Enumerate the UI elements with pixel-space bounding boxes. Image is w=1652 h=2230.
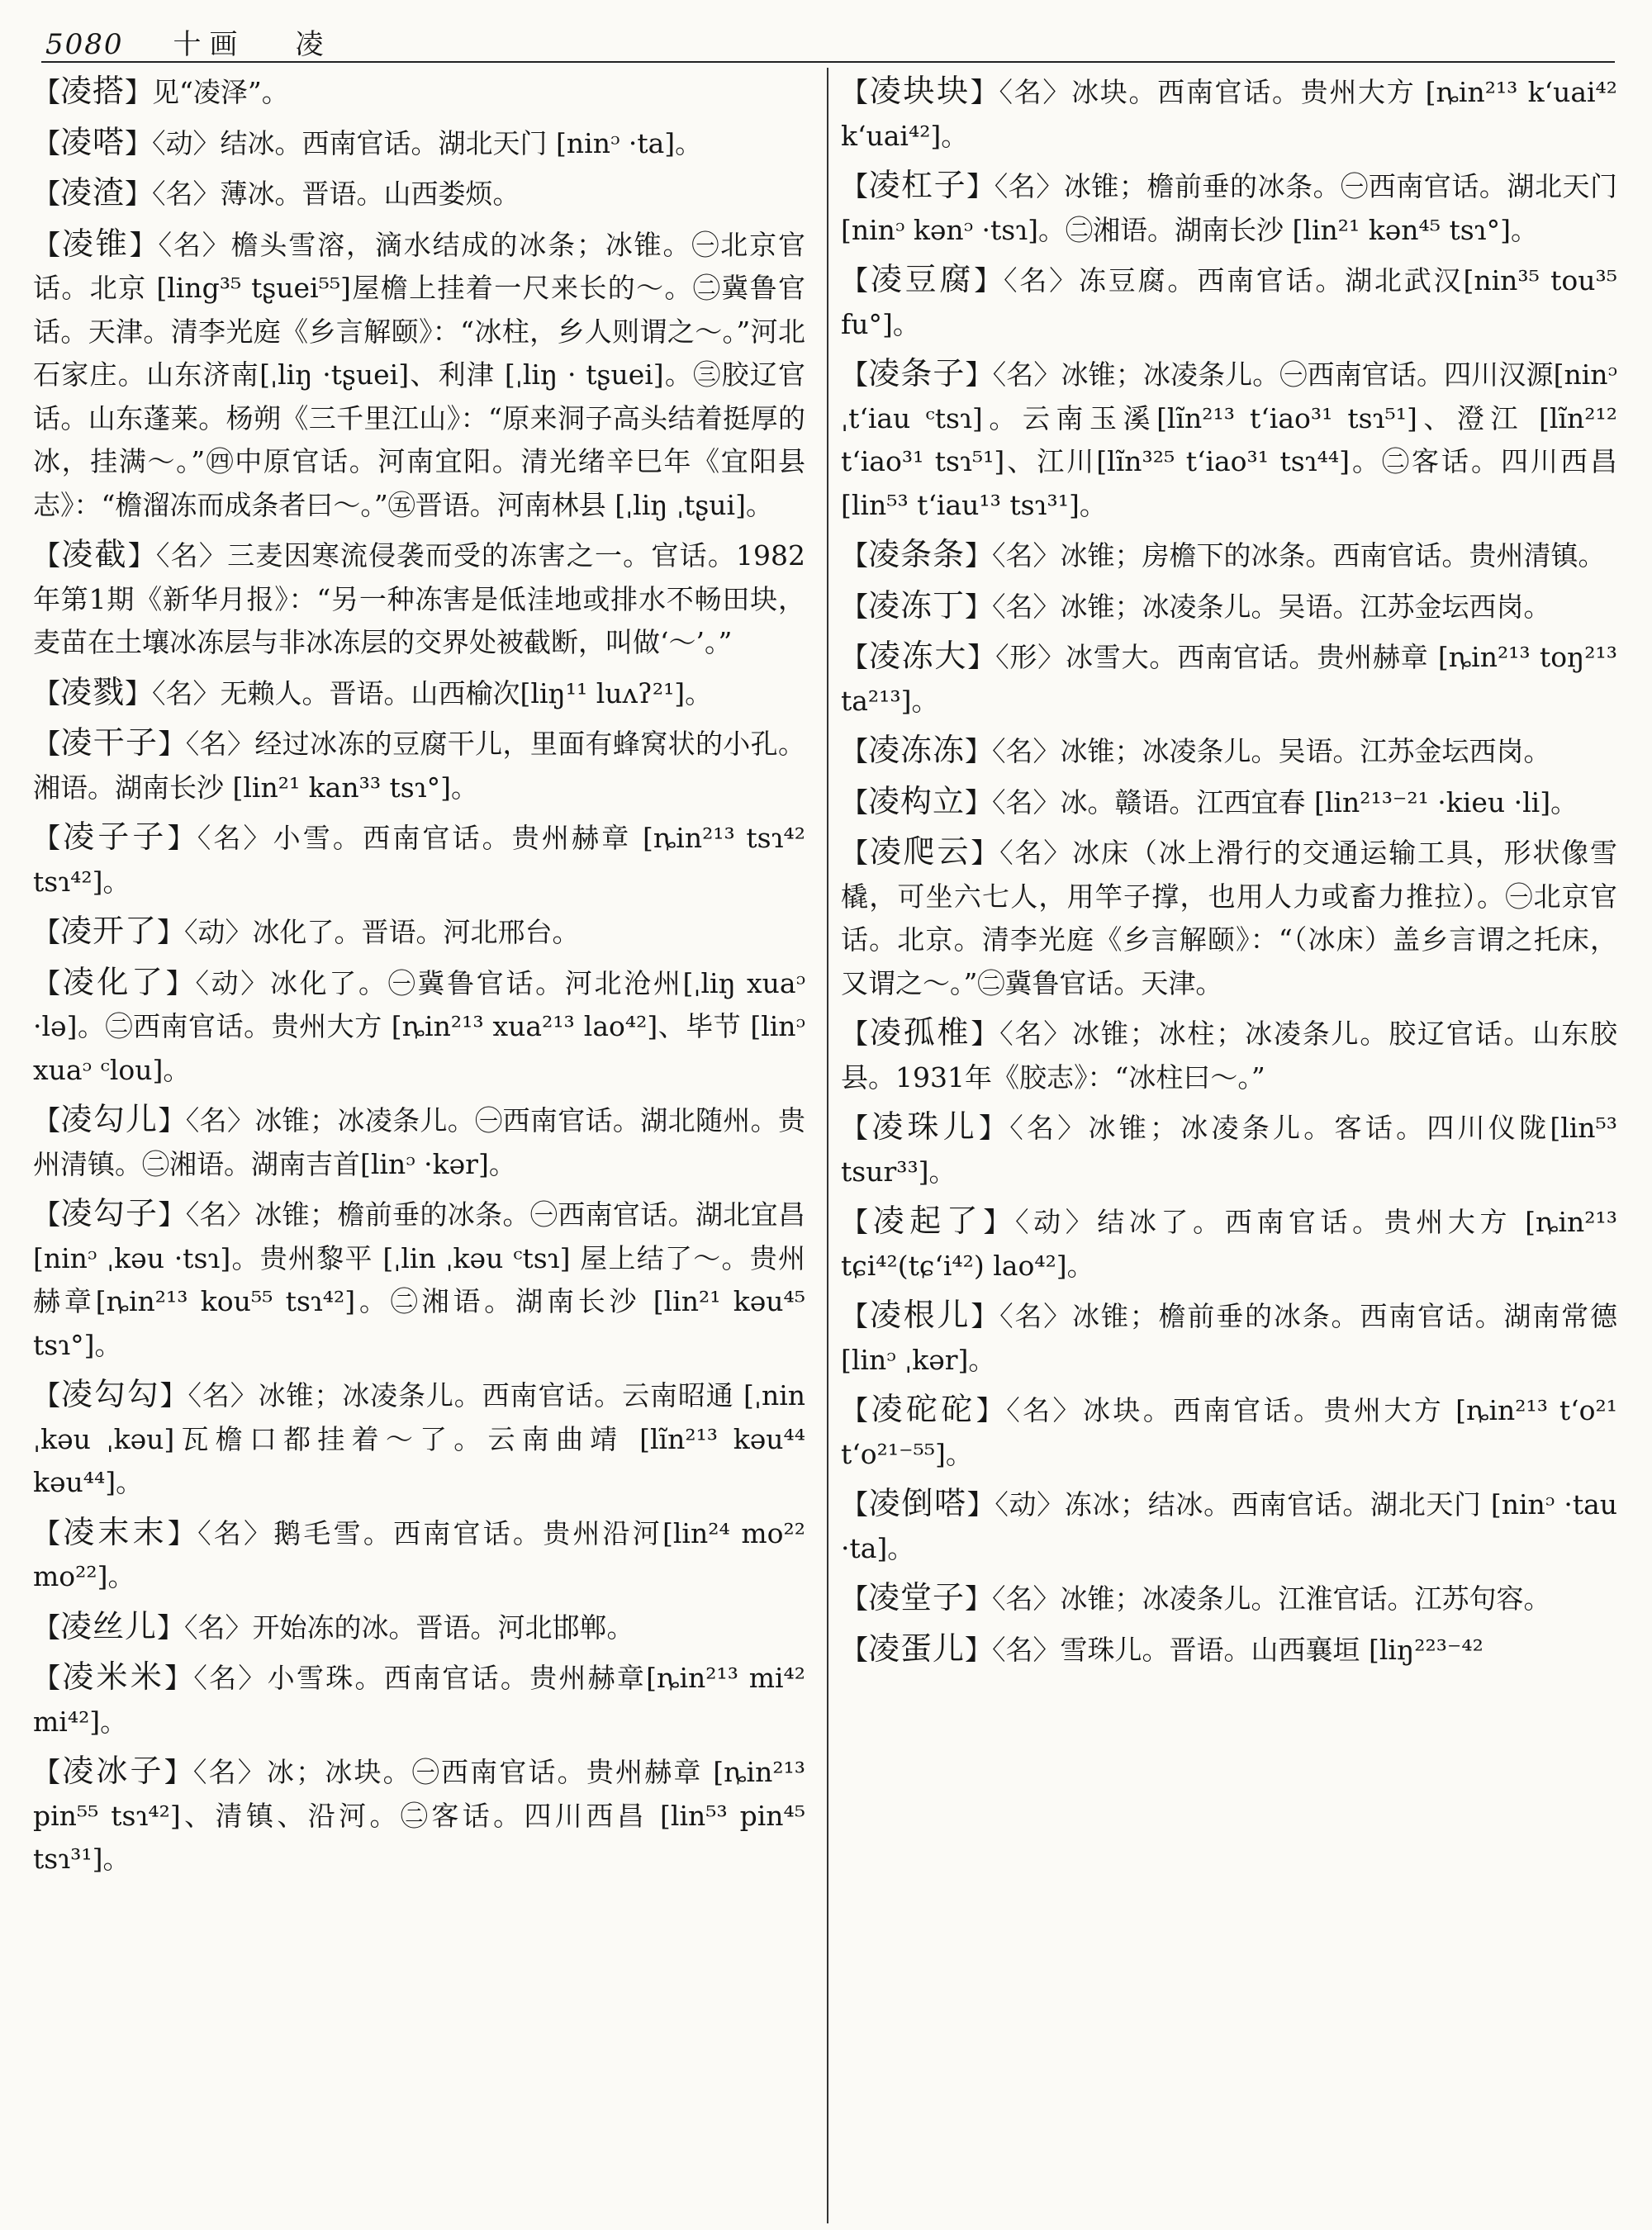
close-bracket: 】 [125, 676, 153, 709]
entry-definition: 〈名〉冰；冰块。㊀西南官话。贵州赫章 [ȵin²¹³ pin⁵⁵ tsɿ⁴²]、清镇、沿河。㊁客话。四川西昌 [lin⁵³ pin⁴⁵ tsɿ³¹]。 [33, 1756, 806, 1875]
entry-headword: 凌嗒 [60, 123, 126, 160]
dictionary-entry [33, 222, 805, 528]
entry-headword: 凌子子 [63, 818, 168, 855]
open-bracket: 【 [33, 1756, 63, 1788]
open-bracket: 【 [841, 264, 871, 297]
close-bracket: 】 [125, 76, 153, 108]
close-bracket: 】 [127, 539, 156, 572]
entry-headword: 凌渣 [60, 174, 126, 211]
close-bracket: 】 [965, 590, 993, 623]
entry-definition: 〈名〉冰锥；冰凌条儿。㊀西南官话。湖北随州。贵州清镇。㊁湘语。湖南吉首[linᵓ ·kər]。 [33, 1104, 806, 1180]
close-bracket: 】 [164, 1756, 193, 1788]
entry-definition: 〈名〉冰锥；冰柱；冰凌条儿。胶辽官话。山东胶县。1931年《胶志》：“冰柱曰～。” [841, 1018, 1617, 1094]
entry-definition: 〈名〉冰锥；檐前垂的冰条。㊀西南官话。湖北天门 [ninᵓ kənᵓ ·tsɿ]。㊁湘语。湖南长沙 [lin²¹ kən⁴⁵ tsɿ°]。 [841, 170, 1618, 246]
dictionary-entry [841, 69, 1617, 158]
open-bracket: 【 [841, 837, 870, 869]
dictionary-entry [33, 909, 805, 955]
close-bracket: 】 [965, 539, 993, 572]
dictionary-entry [33, 1373, 805, 1505]
close-bracket: 】 [965, 1633, 993, 1666]
entry-definition: 〈名〉冰。赣语。江西宜春 [lin²¹³⁻²¹ ·kieu ·li]。 [992, 785, 1578, 818]
dictionary-entry [841, 1199, 1617, 1288]
page-number: 5080 [45, 28, 124, 61]
entry-definition: 〈名〉冰块。西南官话。贵州大方 [ȵin²¹³ t‘o²¹ t‘o²¹⁻⁵⁵]。 [841, 1394, 1617, 1470]
open-bracket: 【 [33, 539, 62, 572]
open-bracket: 【 [841, 358, 869, 391]
page-header [45, 21, 1615, 59]
entry-definition: 〈形〉冰雪大。西南官话。贵州赫章 [ȵin²¹³ toŋ²¹³ ta²¹³]。 [841, 641, 1617, 717]
close-bracket: 】 [983, 1206, 1016, 1238]
close-bracket: 】 [965, 785, 993, 818]
close-bracket: 】 [976, 1394, 1007, 1426]
open-bracket: 【 [33, 728, 61, 760]
open-bracket: 【 [33, 126, 60, 159]
open-bracket: 【 [33, 1611, 60, 1644]
open-bracket: 【 [33, 822, 64, 854]
entry-headword: 凌干子 [60, 724, 159, 761]
close-bracket: 】 [970, 76, 999, 108]
entry-definition: 〈动〉结冰了。西南官话。贵州大方 [ȵin²¹³ tɕi⁴²(tɕ‘i⁴²) lao⁴²]。 [841, 1206, 1617, 1282]
open-bracket: 【 [33, 1104, 61, 1136]
close-bracket: 】 [159, 1379, 188, 1412]
entry-definition: 〈动〉冰化了。晋语。河北邢台。 [184, 916, 580, 948]
dictionary-entry [841, 1388, 1617, 1476]
close-bracket: 】 [157, 1611, 185, 1644]
open-bracket: 【 [841, 641, 869, 673]
left-column [33, 69, 805, 1887]
entry-definition: 〈名〉冰块。西南官话。贵州大方 [ȵin²¹³ k‘uai⁴² k‘uai⁴²]。 [841, 76, 1618, 152]
open-bracket: 【 [33, 1662, 63, 1694]
close-bracket: 】 [967, 641, 996, 673]
entry-headword: 凌勾勾 [60, 1376, 160, 1412]
dictionary-entry [33, 1098, 805, 1186]
entry-headword: 凌珠儿 [871, 1108, 980, 1145]
dictionary-entry [33, 671, 805, 716]
open-bracket: 【 [841, 1582, 868, 1615]
dictionary-entry [841, 780, 1617, 825]
entry-headword: 凌砣砣 [871, 1391, 976, 1427]
open-bracket: 【 [841, 1018, 870, 1050]
entry-headword: 凌勾儿 [60, 1101, 159, 1137]
dictionary-entry [841, 1482, 1617, 1570]
dictionary-entry [841, 1576, 1617, 1621]
entry-definition: 〈名〉三麦因寒流侵袭而受的冻害之一。官话。1982年第1期《新华月报》：“另一种冻害是低洼地或排水不畅田块，麦苗在土壤冰冻层与非冰冻层的交界处被截断，叫做‘～’。” [33, 539, 806, 658]
entry-headword: 凌丝儿 [60, 1607, 158, 1644]
entry-definition: 〈名〉冰锥；冰凌条儿。西南官话。云南昭通 [ˌnin ˌkəu ˌkəu]瓦檐口都挂着～了。云南曲靖 [lĩn²¹³ kəu⁴⁴ kəu⁴⁴]。 [33, 1379, 805, 1498]
dictionary-entry [841, 634, 1617, 723]
dictionary-entry [841, 584, 1617, 629]
entry-definition: 〈名〉冰锥；檐前垂的冰条。西南官话。湖南常德 [linᵓ ˌkər]。 [841, 1300, 1617, 1376]
open-bracket: 【 [841, 735, 868, 767]
close-bracket: 】 [971, 1300, 1000, 1332]
entry-definition: 〈名〉冻豆腐。西南官话。湖北武汉[nin³⁵ tou³⁵ fu°]。 [841, 264, 1617, 340]
entry-headword: 凌末末 [63, 1513, 168, 1550]
entry-headword: 凌冻冻 [868, 732, 966, 768]
open-bracket: 【 [841, 1488, 869, 1521]
close-bracket: 】 [157, 916, 185, 948]
dictionary-entry [33, 961, 805, 1093]
dictionary-entry [33, 171, 805, 216]
entry-headword: 凌爬云 [869, 833, 971, 870]
dictionary-entry [841, 164, 1617, 252]
close-bracket: 】 [125, 178, 153, 210]
entry-definition: 〈名〉无赖人。晋语。山西榆次[liŋ¹¹ luʌʔ²¹]。 [152, 676, 713, 709]
close-bracket: 】 [158, 1198, 186, 1231]
dictionary-entry [841, 533, 1617, 578]
entry-definition: 〈名〉小雪珠。西南官话。贵州赫章[ȵin²¹³ mi⁴² mi⁴²]。 [33, 1662, 806, 1738]
entry-definition: 〈名〉冰锥；冰凌条儿。吴语。江苏金坛西岗。 [992, 735, 1551, 767]
entry-definition: 〈动〉冻冰；结冰。西南官话。湖北天门 [ninᵓ ·tau ·ta]。 [841, 1488, 1618, 1564]
right-column [841, 69, 1617, 1677]
entry-definition: 〈名〉雪珠儿。晋语。山西襄垣 [liŋ²²³⁻⁴² [992, 1633, 1483, 1666]
entry-definition: 〈名〉开始冻的冰。晋语。河北邯郸。 [184, 1611, 634, 1644]
close-bracket: 】 [971, 1018, 1000, 1050]
open-bracket: 【 [841, 76, 870, 108]
dictionary-entry [33, 121, 805, 166]
entry-headword: 凌冻大 [868, 638, 968, 674]
close-bracket: 】 [165, 966, 196, 999]
dictionary-entry [841, 1293, 1617, 1382]
header-character: 凌 [295, 28, 324, 61]
entry-definition: 〈名〉冰锥；冰凌条儿。江淮官话。江苏句容。 [992, 1582, 1551, 1615]
dictionary-entry [33, 721, 805, 809]
dictionary-entry [33, 1749, 805, 1881]
open-bracket: 【 [841, 1633, 868, 1666]
entry-headword: 凌起了 [872, 1203, 984, 1239]
entry-headword: 凌冰子 [62, 1753, 164, 1789]
dictionary-entry [841, 830, 1617, 1005]
close-bracket: 】 [966, 1488, 995, 1521]
entry-headword: 凌条子 [868, 355, 966, 391]
entry-headword: 凌根儿 [869, 1297, 971, 1333]
entry-definition: 见“凌泽”。 [152, 76, 289, 108]
entry-headword: 凌孤椎 [869, 1014, 971, 1051]
close-bracket: 】 [965, 1582, 993, 1615]
entry-definition: 〈名〉檐头雪溶，滴水结成的冰条；冰锥。㊀北京官话。北京 [ling³⁵ tʂuei⁵⁵]屋檐上挂着一尺来长的～。㊁冀鲁官话。天津。清李光庭《乡言解颐》：“冰柱，乡人则谓之～。”河北石家庄。山东济南[ˌliŋ ·tʂuei]、利津 [ˌliŋ · tʂuei]。㊂胶辽官话。山东蓬莱。杨朔《三千里江山》：“原来洞子高头结着挺厚的冰，挂满～。”㊃中原官话。河南宜阳。清光绪辛巳年《宜阳县志》：“檐溜冻而成条者曰～。”㊄晋语。河南林县 [ˌliŋ ˌtʂui]。 [33, 228, 806, 521]
column-divider [827, 68, 828, 2223]
close-bracket: 】 [129, 228, 159, 261]
entry-definition: 〈动〉冰化了。㊀冀鲁官话。河北沧州[ˌliŋ xuaᵓ ·lə]。㊁西南官话。贵州大方 [ȵin²¹³ xua²¹³ lao⁴²]、毕节 [linᵓ xuaᵓ ᶜlou]。 [33, 966, 805, 1086]
dictionary-entry [841, 1627, 1617, 1672]
close-bracket: 】 [158, 1104, 186, 1136]
entry-headword: 凌搭 [60, 73, 126, 109]
open-bracket: 【 [33, 676, 60, 709]
close-bracket: 】 [167, 822, 197, 854]
open-bracket: 【 [841, 1112, 872, 1144]
open-bracket: 【 [841, 590, 868, 623]
entry-definition: 〈名〉小雪。西南官话。贵州赫章 [ȵin²¹³ tsɿ⁴² tsɿ⁴²]。 [33, 822, 805, 898]
open-bracket: 【 [841, 170, 869, 202]
entry-definition: 〈名〉冰锥；房檐下的冰条。西南官话。贵州清镇。 [992, 539, 1606, 572]
close-bracket: 】 [971, 837, 1000, 869]
entry-headword: 凌冻丁 [868, 586, 966, 624]
entry-definition: 〈名〉冰锥；冰凌条儿。㊀西南官话。四川汉源[ninᵓ ˌt‘iau ᶜtsɿ]。云南玉溪[lĩn²¹³ t‘iao³¹ tsɿ⁵¹]、澄江 [lĩn²¹² t‘iao³¹ tsɿ⁵¹]、江川[lĩn³²⁵ t‘iao³¹ tsɿ⁴⁴]。㊁客话。四川西昌 [lin⁵³ t‘iau¹³ tsɿ³¹]。 [841, 358, 1617, 521]
entry-headword: 凌条条 [868, 536, 966, 572]
dictionary-entry [841, 1105, 1617, 1193]
entry-definition: 〈名〉薄冰。晋语。山西娄烦。 [152, 178, 520, 210]
entry-definition: 〈名〉冰锥；檐前垂的冰条。㊀西南官话。湖北宜昌 [ninᵓ ˌkəu ·tsɿ]。贵州黎平 [ˌlin ˌkəu ᶜtsɿ] 屋上结了～。贵州赫章[ȵin²¹³ kou⁵⁵ tsɿ⁴²]。㊁湘语。湖南长沙 [lin²¹ kəu⁴⁵ tsɿ°]。 [33, 1198, 806, 1361]
entry-definition: 〈名〉冰锥；冰凌条儿。客话。四川仪陇[lin⁵³ tsur³³]。 [841, 1112, 1618, 1188]
open-bracket: 【 [841, 785, 868, 818]
open-bracket: 【 [33, 1516, 64, 1549]
open-bracket: 【 [33, 228, 62, 261]
entry-definition: 〈名〉鹅毛雪。西南官话。贵州沿河[lin²⁴ mo²² mo²²]。 [33, 1516, 805, 1592]
dictionary-entry [841, 1011, 1617, 1099]
entry-headword: 凌截 [61, 536, 128, 572]
entry-definition: 〈名〉经过冰冻的豆腐干儿，里面有蜂窝状的小孔。湘语。湖南长沙 [lin²¹ kan³³ tsɿ°]。 [33, 728, 806, 804]
entry-headword: 凌块块 [869, 73, 971, 109]
open-bracket: 【 [841, 539, 868, 572]
entry-headword: 凌化了 [62, 963, 166, 1000]
dictionary-entry [841, 352, 1617, 527]
dictionary-entry [33, 533, 805, 665]
entry-definition: 〈动〉结冰。西南官话。湖北天门 [ninᵓ ·ta]。 [152, 126, 703, 159]
open-bracket: 【 [841, 1394, 871, 1426]
close-bracket: 】 [979, 1112, 1010, 1144]
entry-headword: 凌构立 [868, 782, 966, 819]
open-bracket: 【 [841, 1206, 873, 1238]
close-bracket: 】 [125, 126, 153, 159]
dictionary-entry [841, 728, 1617, 774]
open-bracket: 【 [33, 966, 63, 999]
close-bracket: 】 [965, 358, 993, 391]
open-bracket: 【 [33, 178, 60, 210]
dictionary-entry [33, 1605, 805, 1650]
entry-headword: 凌米米 [62, 1658, 165, 1695]
entry-headword: 凌锥 [61, 225, 130, 262]
dictionary-entry [841, 258, 1617, 346]
entry-headword: 凌杠子 [868, 167, 967, 203]
entry-headword: 凌勾子 [60, 1195, 159, 1231]
close-bracket: 】 [167, 1516, 198, 1549]
open-bracket: 【 [841, 1300, 870, 1332]
dictionary-entry [33, 1655, 805, 1744]
close-bracket: 】 [965, 735, 993, 767]
close-bracket: 】 [164, 1662, 194, 1694]
entry-headword: 凌蛋儿 [868, 1630, 966, 1667]
close-bracket: 】 [974, 264, 1004, 297]
entry-headword: 凌堂子 [868, 1579, 966, 1616]
open-bracket: 【 [33, 1379, 61, 1412]
dictionary-entry [33, 815, 805, 904]
entry-definition: 〈名〉冰床（冰上滑行的交通运输工具，形状像雪橇，可坐六七人，用竿子撑，也用人力或畜力推拉）。㊀北京官话。北京。清李光庭《乡言解颐》：“（冰床）盖乡言谓之托床，又谓之～。”㊁冀鲁官话。天津。 [841, 837, 1617, 999]
section-label: 十画 [173, 28, 246, 61]
close-bracket: 】 [966, 170, 995, 202]
entry-headword: 凌开了 [60, 913, 158, 949]
entry-headword: 凌豆腐 [870, 261, 975, 297]
dictionary-entry [33, 1511, 805, 1599]
dictionary-entry [33, 69, 805, 115]
dictionary-entry [33, 1192, 805, 1367]
open-bracket: 【 [33, 76, 60, 108]
open-bracket: 【 [33, 916, 60, 948]
header-rule [41, 61, 1615, 63]
open-bracket: 【 [33, 1198, 61, 1231]
close-bracket: 】 [158, 728, 186, 760]
entry-headword: 凌戮 [60, 673, 126, 710]
entry-headword: 凌倒嗒 [868, 1485, 967, 1521]
entry-definition: 〈名〉冰锥；冰凌条儿。吴语。江苏金坛西岗。 [992, 590, 1551, 623]
